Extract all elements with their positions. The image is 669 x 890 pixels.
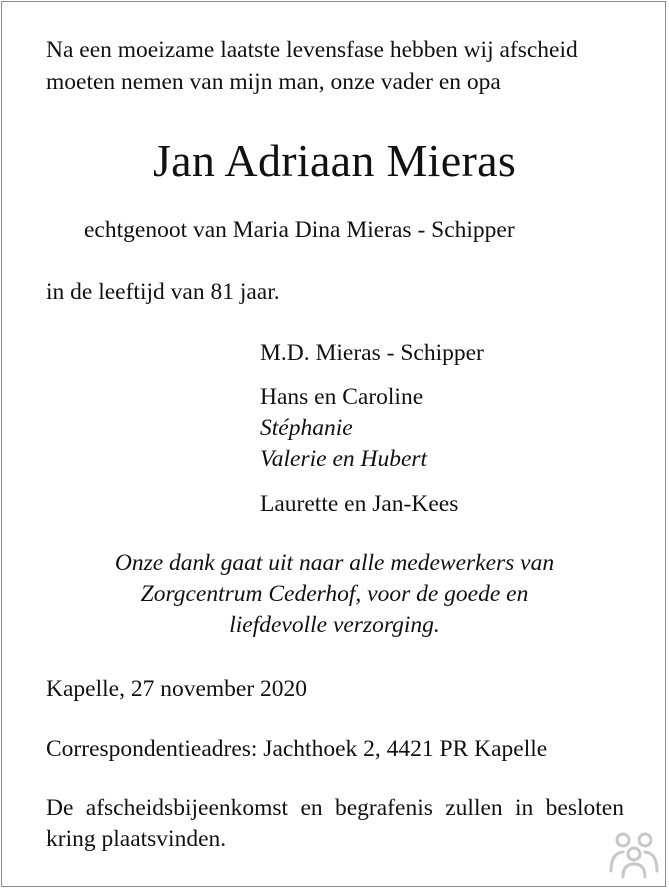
thanks-line-3: liefdevolle verzorging. (229, 612, 440, 638)
intro-line-1: Na een moeizame laatste levensfase hebben wij afscheid (46, 37, 578, 63)
thanks-line-2: Zorgcentrum Cederhof, voor de goede en (140, 581, 529, 607)
family-grandchild-2: Valerie en Hubert (260, 446, 428, 472)
family-grandchild-1: Stéphanie (260, 415, 353, 441)
intro-line-2: moeten nemen van mijn man, onze vader en opa (46, 69, 501, 95)
family-child-1: Hans en Caroline (260, 384, 424, 410)
thanks-line-1: Onze dank gaat uit naar alle medewerkers van (114, 550, 555, 576)
family-child-2: Laurette en Jan-Kees (260, 491, 459, 517)
place-date: Kapelle, 27 november 2020 (46, 676, 308, 702)
spouse-line: echtgenoot van Maria Dina Mieras - Schipper (84, 217, 515, 243)
people-group-icon (606, 831, 662, 879)
correspondence-address: Correspondentieadres: Jachthoek 2, 4421 PR Kapelle (46, 736, 548, 762)
thanks-text (0, 548, 669, 641)
family-spouse: M.D. Mieras - Schipper (260, 340, 484, 366)
ceremony-notice: De afscheidsbijeenkomst en begrafenis zullen in besloten kring plaatsvinden. (46, 795, 624, 852)
deceased-name: Jan Adriaan Mieras (152, 135, 517, 186)
family-group-1 (260, 382, 427, 475)
age-line: in de leeftijd van 81 jaar. (46, 279, 280, 305)
intro-text (46, 34, 578, 98)
